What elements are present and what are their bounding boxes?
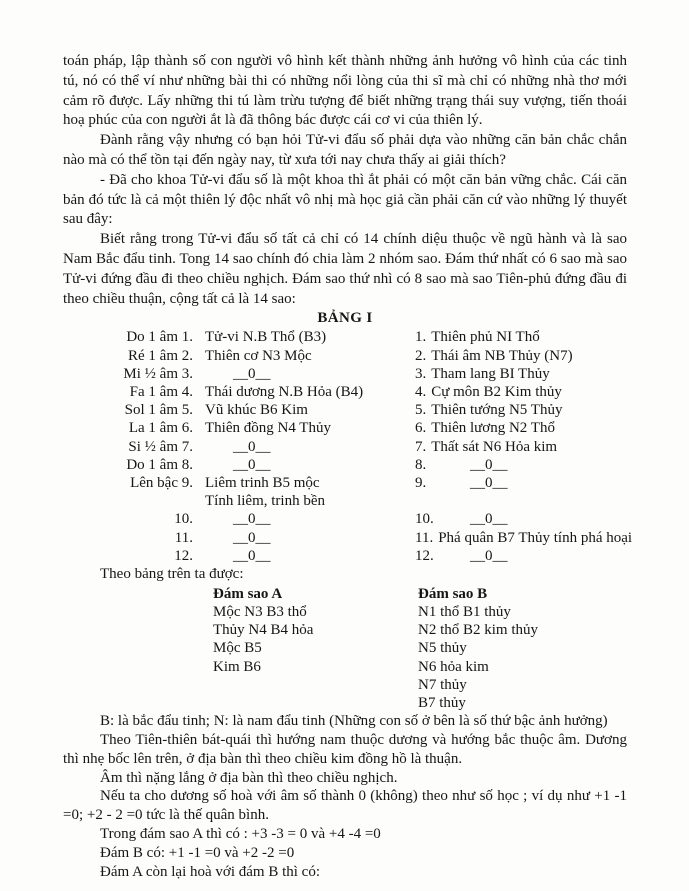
row-right-text: __0__: [470, 474, 508, 491]
list-item: Thủy N4 B4 hỏa: [213, 622, 314, 639]
row-right-value: [415, 401, 627, 419]
table-row: [63, 328, 627, 346]
table-row: [63, 547, 627, 565]
row-left-value: Thiên đồng N4 Thủy: [205, 420, 331, 437]
list-item: Mộc B5: [213, 640, 262, 657]
row-right-num: 1.: [415, 329, 427, 346]
row-right-value: [415, 492, 627, 510]
row-right-value: [415, 419, 627, 437]
row-label: Sol 1 âm 5.: [124, 402, 193, 419]
row-left-value: Thiên cơ N3 Mộc: [205, 347, 312, 364]
list-item: N7 thủy: [418, 676, 467, 693]
paragraph: - Đã cho khoa Tử-vi đẩu số là một khoa thì ắt phải có một căn bản vững chắc. Cái căn bản đó tức là cả một thiên lý độc nhất vô nhị mà học giả cần phải căn cứ vào những lý thuyết sau đây:: [63, 171, 627, 228]
table-row: [63, 347, 627, 365]
row-right-value: [415, 529, 632, 547]
row-label: [63, 492, 193, 510]
row-label: Do 1 âm 1.: [126, 329, 193, 346]
row-left-value: __0__: [233, 511, 271, 528]
star-groups: [63, 585, 627, 712]
row-right-value: [415, 438, 627, 456]
row-right-text: Thiên tướng N5 Thủy: [431, 402, 563, 419]
row-left-value: Vũ khúc B6 Kim: [205, 402, 308, 419]
row-left-value: __0__: [233, 547, 271, 564]
table-title: BẢNG I: [317, 310, 373, 327]
paragraph: toán pháp, lập thành số con người vô hình kết thành những ảnh hưởng vô hình của các tinh tú, nó có thể ví như những bài thi có những nổi lòng của thi sĩ mà chỉ có những nhà thơ mới cảm rõ được. Lấy những thi tú làm trừu tượng để biết những trạng thái suy vượng, tiến thoái hoạ phúc của con người ắt là đã thông bác được cái cơ vi của thiên lý.: [63, 53, 627, 129]
row-right-num: 4.: [415, 383, 427, 400]
row-right-value: [415, 547, 627, 565]
paragraph: Đám A còn lại hoà với đám B thì có:: [100, 863, 320, 880]
row-left-value: __0__: [233, 438, 271, 455]
row-right-text: Thiên lương N2 Thổ: [431, 420, 555, 437]
row-right-num: 3.: [415, 365, 427, 382]
list-item: B7 thủy: [418, 695, 466, 712]
row-label: Si ½ âm 7.: [128, 438, 193, 455]
row-left-value: __0__: [233, 456, 271, 473]
list-item: N5 thủy: [418, 640, 467, 657]
row-right-text: Tham lang BI Thủy: [431, 365, 550, 382]
row-label: 12.: [174, 547, 193, 564]
row-label: Do 1 âm 8.: [126, 456, 193, 473]
paragraph: Nếu ta cho dương số hoà với âm số thành 0 (không) theo như số học ; ví dụ như +1 -1 =0; +2 - 2 =0 tức là thế quân bình.: [63, 788, 627, 824]
row-right-value: [415, 474, 627, 492]
row-left-value: __0__: [233, 529, 271, 546]
row-label: Lên bậc 9.: [130, 474, 193, 491]
row-label: Ré 1 âm 2.: [128, 347, 193, 364]
group-a: [213, 585, 418, 712]
paragraph: Đám B có: +1 -1 =0 và +2 -2 =0: [100, 844, 295, 861]
row-label: Mi ½ âm 3.: [123, 365, 193, 382]
paragraph: Âm thì nặng lắng ở địa bàn thì theo chiều nghịch.: [100, 769, 398, 786]
group-b-title: Đám sao B: [418, 585, 488, 602]
row-left-value: Tử-vi N.B Thổ (B3): [205, 329, 327, 346]
list-item: N1 thổ B1 thủy: [418, 604, 511, 620]
paragraph: Biết rằng trong Tử-vi đẩu số tất cả chỉ có 14 chính diệu thuộc về ngũ hành và là sao Nam Bắc đẩu tinh. Tong 14 sao chính đó chia làm 2 nhóm sao. Đám thứ nhất có 6 sao mà sao Tử-vi đứng đầu đi theo chiều nghịch. Đám sao thứ nhì có 8 sao mà sao Tiên-phủ đứng đầu đi theo chiều thuận, cộng tất cả là 14 sao:: [63, 231, 627, 307]
row-right-text: Phá quân B7 Thủy tính phá hoại: [438, 529, 633, 546]
row-right-num: 7.: [415, 438, 427, 455]
table-row: [63, 529, 633, 547]
table-row: [63, 419, 627, 437]
paragraph: B: là bắc đẩu tinh; N: là nam đẩu tinh (Những con số ở bên là số thứ bậc ảnh hưởng): [100, 713, 608, 730]
row-label: 10.: [174, 511, 193, 528]
row-right-num: 11.: [415, 529, 434, 546]
list-item: Mộc N3 B3 thổ: [213, 604, 307, 620]
list-item: N6 hỏa kim: [418, 658, 489, 675]
table-row: [63, 492, 627, 510]
star-table: [63, 328, 633, 565]
row-right-num: 2.: [415, 347, 427, 364]
row-right-text: __0__: [470, 547, 508, 564]
row-left-value: Thái dương N.B Hỏa (B4): [205, 383, 364, 400]
row-right-value: [415, 365, 627, 383]
paragraph: Theo Tiên-thiên bát-quái thì hướng nam thuộc dương và hướng bắc thuộc âm. Dương thì nhẹ bốc lên trên, ở địa bàn thì theo chiều kim đồng hồ là thuận.: [63, 732, 627, 767]
row-right-text: Cự môn B2 Kim thủy: [431, 383, 562, 400]
row-right-text: Thiên phủ NI Thổ: [431, 329, 540, 346]
row-right-value: [415, 347, 627, 365]
row-right-num: 9.: [415, 474, 427, 491]
row-left-value: Tính liêm, trinh bền: [205, 493, 325, 510]
row-right-num: 8.: [415, 456, 427, 473]
table-row: [63, 438, 627, 456]
row-right-value: [415, 328, 627, 346]
table-row: [63, 510, 627, 528]
list-item: Kim B6: [213, 658, 261, 675]
table-row: [63, 401, 627, 419]
row-left-value: Liêm trinh B5 mộc: [205, 474, 320, 491]
row-right-num: 5.: [415, 402, 427, 419]
row-label: La 1 âm 6.: [128, 420, 193, 437]
row-right-value: [415, 456, 627, 474]
row-label: 11.: [174, 529, 193, 546]
row-right-num: 10.: [415, 511, 434, 528]
list-item: N2 thổ B2 kim thủy: [418, 622, 539, 639]
table-row: [63, 456, 627, 474]
row-right-text: Thái âm NB Thủy (N7): [431, 347, 573, 364]
group-b: [418, 585, 627, 712]
row-right-text: __0__: [470, 456, 508, 473]
row-left-value: __0__: [233, 365, 271, 382]
row-right-num: 6.: [415, 420, 427, 437]
table-row: [63, 365, 627, 383]
row-right-num: 12.: [415, 547, 434, 564]
after-table-line: Theo bảng trên ta được:: [100, 566, 244, 582]
row-label: Fa 1 âm 4.: [129, 383, 193, 400]
row-right-text: __0__: [470, 511, 508, 528]
table-row: [63, 474, 627, 492]
paragraph: Trong đám sao A thì có : +3 -3 = 0 và +4 -4 =0: [100, 826, 381, 842]
paragraph: Đành rằng vậy nhưng có bạn hỏi Tử-vi đẩu số phải dựa vào những căn bản chắc chắn nào mà có thể tồn tại đến ngày nay, từ xưa tới nay chưa thấy ai giải thích?: [63, 132, 627, 168]
row-right-value: [415, 510, 627, 528]
table-row: [63, 383, 627, 401]
row-right-value: [415, 383, 627, 401]
row-right-text: Thất sát N6 Hỏa kim: [431, 438, 558, 455]
group-a-title: Đám sao A: [213, 585, 283, 602]
